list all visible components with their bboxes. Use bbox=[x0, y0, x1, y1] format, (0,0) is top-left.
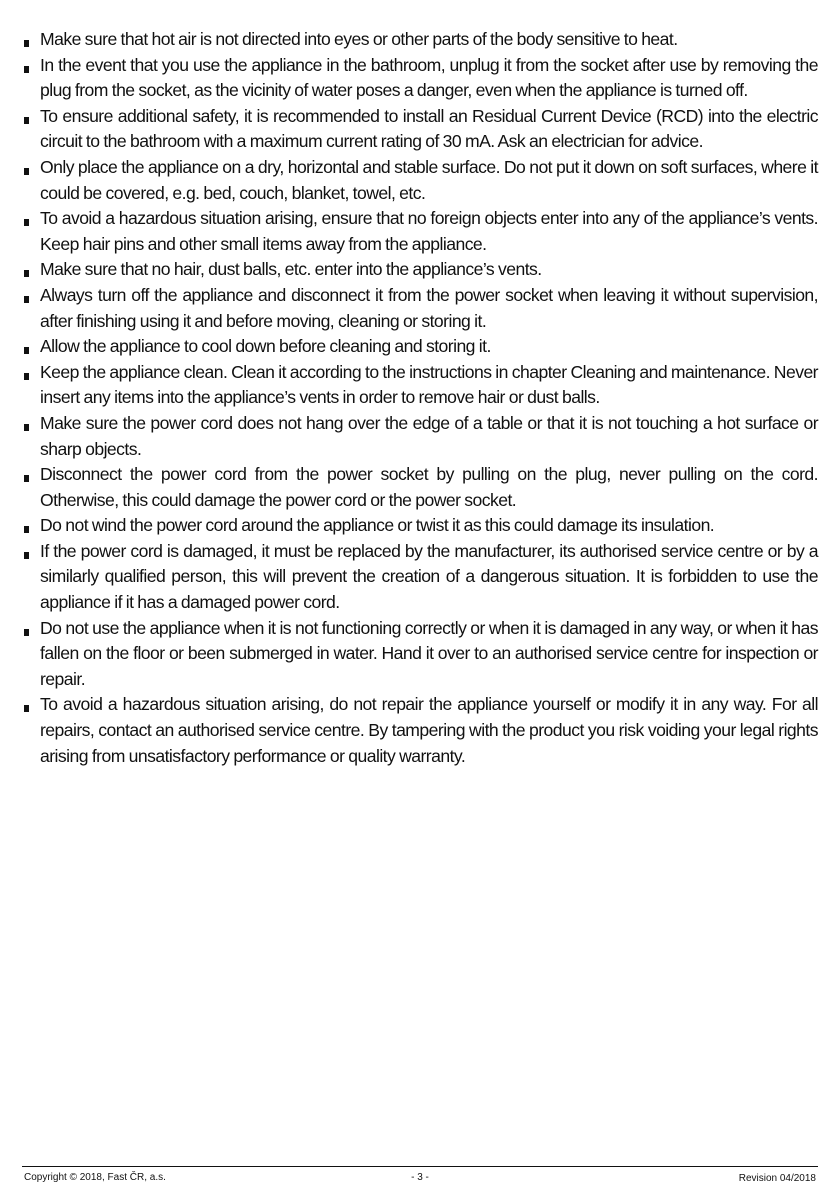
list-item-text: Only place the appliance on a dry, horizontal and stable surface. Do not put it down on soft surfaces, where it could be covered, e.g. bed, couch, blanket, towel, etc. bbox=[40, 156, 818, 203]
bullet-icon bbox=[24, 296, 29, 303]
bullet-icon bbox=[24, 40, 29, 47]
list-item-text: Keep the appliance clean. Clean it according to the instructions in chapter Cleaning and maintenance. Never insert any items into the appliance’s vents in order to remove hair or dust balls. bbox=[40, 361, 818, 408]
list-item-text: Make sure that no hair, dust balls, etc. enter into the appliance’s vents. bbox=[40, 259, 542, 280]
bullet-icon bbox=[24, 66, 29, 73]
list-item bbox=[22, 513, 818, 539]
list-item bbox=[22, 360, 818, 411]
bullet-icon bbox=[24, 117, 29, 124]
list-item bbox=[22, 257, 818, 283]
bullet-icon bbox=[24, 629, 29, 636]
list-item-text: Make sure that hot air is not directed into eyes or other parts of the body sensitive to heat. bbox=[40, 29, 678, 49]
bullet-icon bbox=[24, 270, 29, 277]
list-item-text: To ensure additional safety, it is recommended to install an Residual Current Device (RCD) into the electric circuit to the bathroom with a maximum current rating of 30 mA. Ask an electrician for advice. bbox=[40, 105, 818, 152]
list-item-text: Allow the appliance to cool down before cleaning and storing it. bbox=[40, 336, 491, 357]
bullet-icon bbox=[24, 526, 29, 533]
list-item-text: To avoid a hazardous situation arising, ensure that no foreign objects enter into any of the appliance’s vents. Keep hair pins and other small items away from the appliance. bbox=[40, 208, 818, 254]
list-item-text: Always turn off the appliance and disconnect it from the power socket when leaving it without supervision, after finishing using it and before moving, cleaning or storing it. bbox=[40, 284, 818, 331]
bullet-icon bbox=[24, 424, 29, 431]
bullet-icon bbox=[24, 705, 29, 712]
list-item bbox=[22, 104, 818, 155]
bullet-icon bbox=[24, 552, 29, 559]
list-item bbox=[22, 539, 818, 616]
list-item bbox=[22, 27, 818, 53]
page-footer bbox=[22, 1166, 818, 1184]
list-item bbox=[22, 616, 818, 693]
list-item-text: Make sure the power cord does not hang over the edge of a table or that it is not touching a hot surface or sharp objects. bbox=[40, 412, 818, 459]
list-item bbox=[22, 283, 818, 334]
safety-list bbox=[22, 27, 818, 769]
revision-label: Revision 04/2018 bbox=[738, 1173, 816, 1184]
list-item bbox=[22, 411, 818, 462]
copyright-notice: Copyright © 2018, Fast ČR, a.s. bbox=[24, 1172, 166, 1183]
list-item-text: To avoid a hazardous situation arising, do not repair the appliance yourself or modify it in any way. For all repairs, contact an authorised service centre. By tampering with the product you risk voiding your legal rights arising from unsatisfactory performance or quality warranty. bbox=[40, 694, 818, 766]
list-item-text: Do not wind the power cord around the appliance or twist it as this could damage its insulation. bbox=[40, 515, 715, 536]
safety-instructions bbox=[22, 27, 818, 769]
bullet-icon bbox=[24, 219, 29, 226]
bullet-icon bbox=[24, 373, 29, 380]
list-item-text: Disconnect the power cord from the power socket by pulling on the plug, never pulling on the cord. Otherwise, this could damage the power cord or the power socket. bbox=[40, 464, 818, 510]
bullet-icon bbox=[24, 475, 29, 482]
list-item-text: In the event that you use the appliance in the bathroom, unplug it from the socket after use by removing the plug from the socket, as the vicinity of water poses a danger, even when the appliance is turned off. bbox=[40, 54, 818, 101]
list-item bbox=[22, 206, 818, 257]
list-item bbox=[22, 155, 818, 206]
list-item bbox=[22, 53, 818, 104]
list-item bbox=[22, 462, 818, 513]
list-item-text: If the power cord is damaged, it must be replaced by the manufacturer, its authorised service centre or by a similarly qualified person, this will prevent the creation of a dangerous situation. It is forbidden to use the appliance if it has a damaged power cord. bbox=[40, 540, 818, 613]
bullet-icon bbox=[24, 168, 29, 175]
list-item-text: Do not use the appliance when it is not functioning correctly or when it is damaged in any way, or when it has fallen on the floor or been submerged in water. Hand it over to an authorised service centre for inspection or repair. bbox=[40, 617, 818, 689]
page-number: - 3 - bbox=[411, 1172, 429, 1183]
list-item bbox=[22, 334, 818, 360]
list-item bbox=[22, 692, 818, 769]
bullet-icon bbox=[24, 347, 29, 354]
